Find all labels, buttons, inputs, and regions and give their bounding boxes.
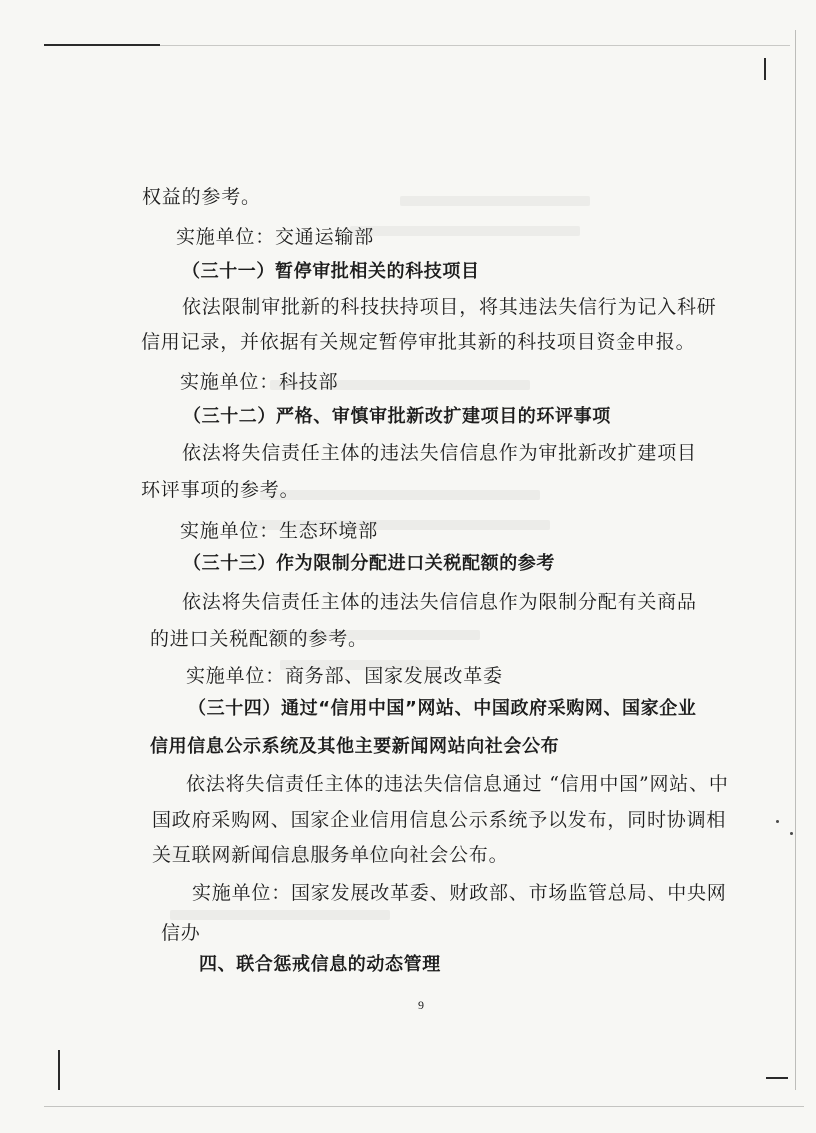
paragraph-line: 国政府采购网、国家企业信用信息公示系统予以发布，同时协调相 bbox=[152, 809, 727, 831]
paragraph-line: 关互联网新闻信息服务单位向社会公布。 bbox=[152, 844, 509, 866]
implementing-unit: 信办 bbox=[161, 922, 201, 944]
bleed-through bbox=[350, 226, 580, 236]
scan-mark-bottom bbox=[766, 1077, 788, 1079]
bleed-through bbox=[400, 196, 590, 206]
page-edge-right bbox=[795, 30, 796, 1090]
paragraph-line: 依法限制审批新的科技扶持项目，将其违法失信行为记入科研 bbox=[182, 296, 717, 318]
chapter-heading: 四、联合惩戒信息的动态管理 bbox=[199, 954, 441, 975]
paragraph-line: 信用记录，并依据有关规定暂停审批其新的科技项目资金申报。 bbox=[141, 331, 696, 353]
page-number: 9 bbox=[418, 998, 424, 1012]
implementing-unit: 实施单位：国家发展改革委、财政部、市场监管总局、中央网 bbox=[192, 882, 727, 904]
page-edge-bottom bbox=[44, 1106, 804, 1107]
scan-mark-right bbox=[764, 58, 766, 80]
implementing-unit: 实施单位：商务部、国家发展改革委 bbox=[186, 665, 503, 687]
implementing-unit: 实施单位：交通运输部 bbox=[176, 226, 375, 248]
section-heading: （三十二）严格、审慎审批新改扩建项目的环评事项 bbox=[183, 406, 611, 427]
section-heading: （三十三）作为限制分配进口关税配额的参考 bbox=[183, 553, 555, 574]
paragraph-line: 权益的参考。 bbox=[142, 186, 261, 208]
scan-speck bbox=[790, 832, 793, 835]
implementing-unit: 实施单位：生态环境部 bbox=[180, 520, 379, 542]
paragraph-line: 的进口关税配额的参考。 bbox=[150, 628, 368, 650]
paragraph-line: 依法将失信责任主体的违法失信信息作为审批新改扩建项目 bbox=[182, 442, 697, 464]
bleed-through bbox=[260, 490, 540, 500]
implementing-unit: 实施单位：科技部 bbox=[180, 371, 339, 393]
scan-speck bbox=[776, 820, 779, 823]
header-rule-thin bbox=[160, 45, 790, 46]
section-heading: （三十一）暂停审批相关的科技项目 bbox=[182, 261, 480, 282]
section-heading: （三十四）通过“信用中国”网站、中国政府采购网、国家企业 bbox=[188, 698, 697, 719]
header-rule bbox=[44, 44, 160, 46]
paragraph-line: 环评事项的参考。 bbox=[141, 479, 300, 501]
scan-mark-left bbox=[58, 1050, 60, 1090]
section-heading: 信用信息公示系统及其他主要新闻网站向社会公布 bbox=[150, 736, 560, 757]
bleed-through bbox=[170, 910, 390, 920]
paragraph-line: 依法将失信责任主体的违法失信信息通过 “信用中国”网站、中 bbox=[186, 773, 729, 795]
paragraph-line: 依法将失信责任主体的违法失信信息作为限制分配有关商品 bbox=[182, 591, 697, 613]
